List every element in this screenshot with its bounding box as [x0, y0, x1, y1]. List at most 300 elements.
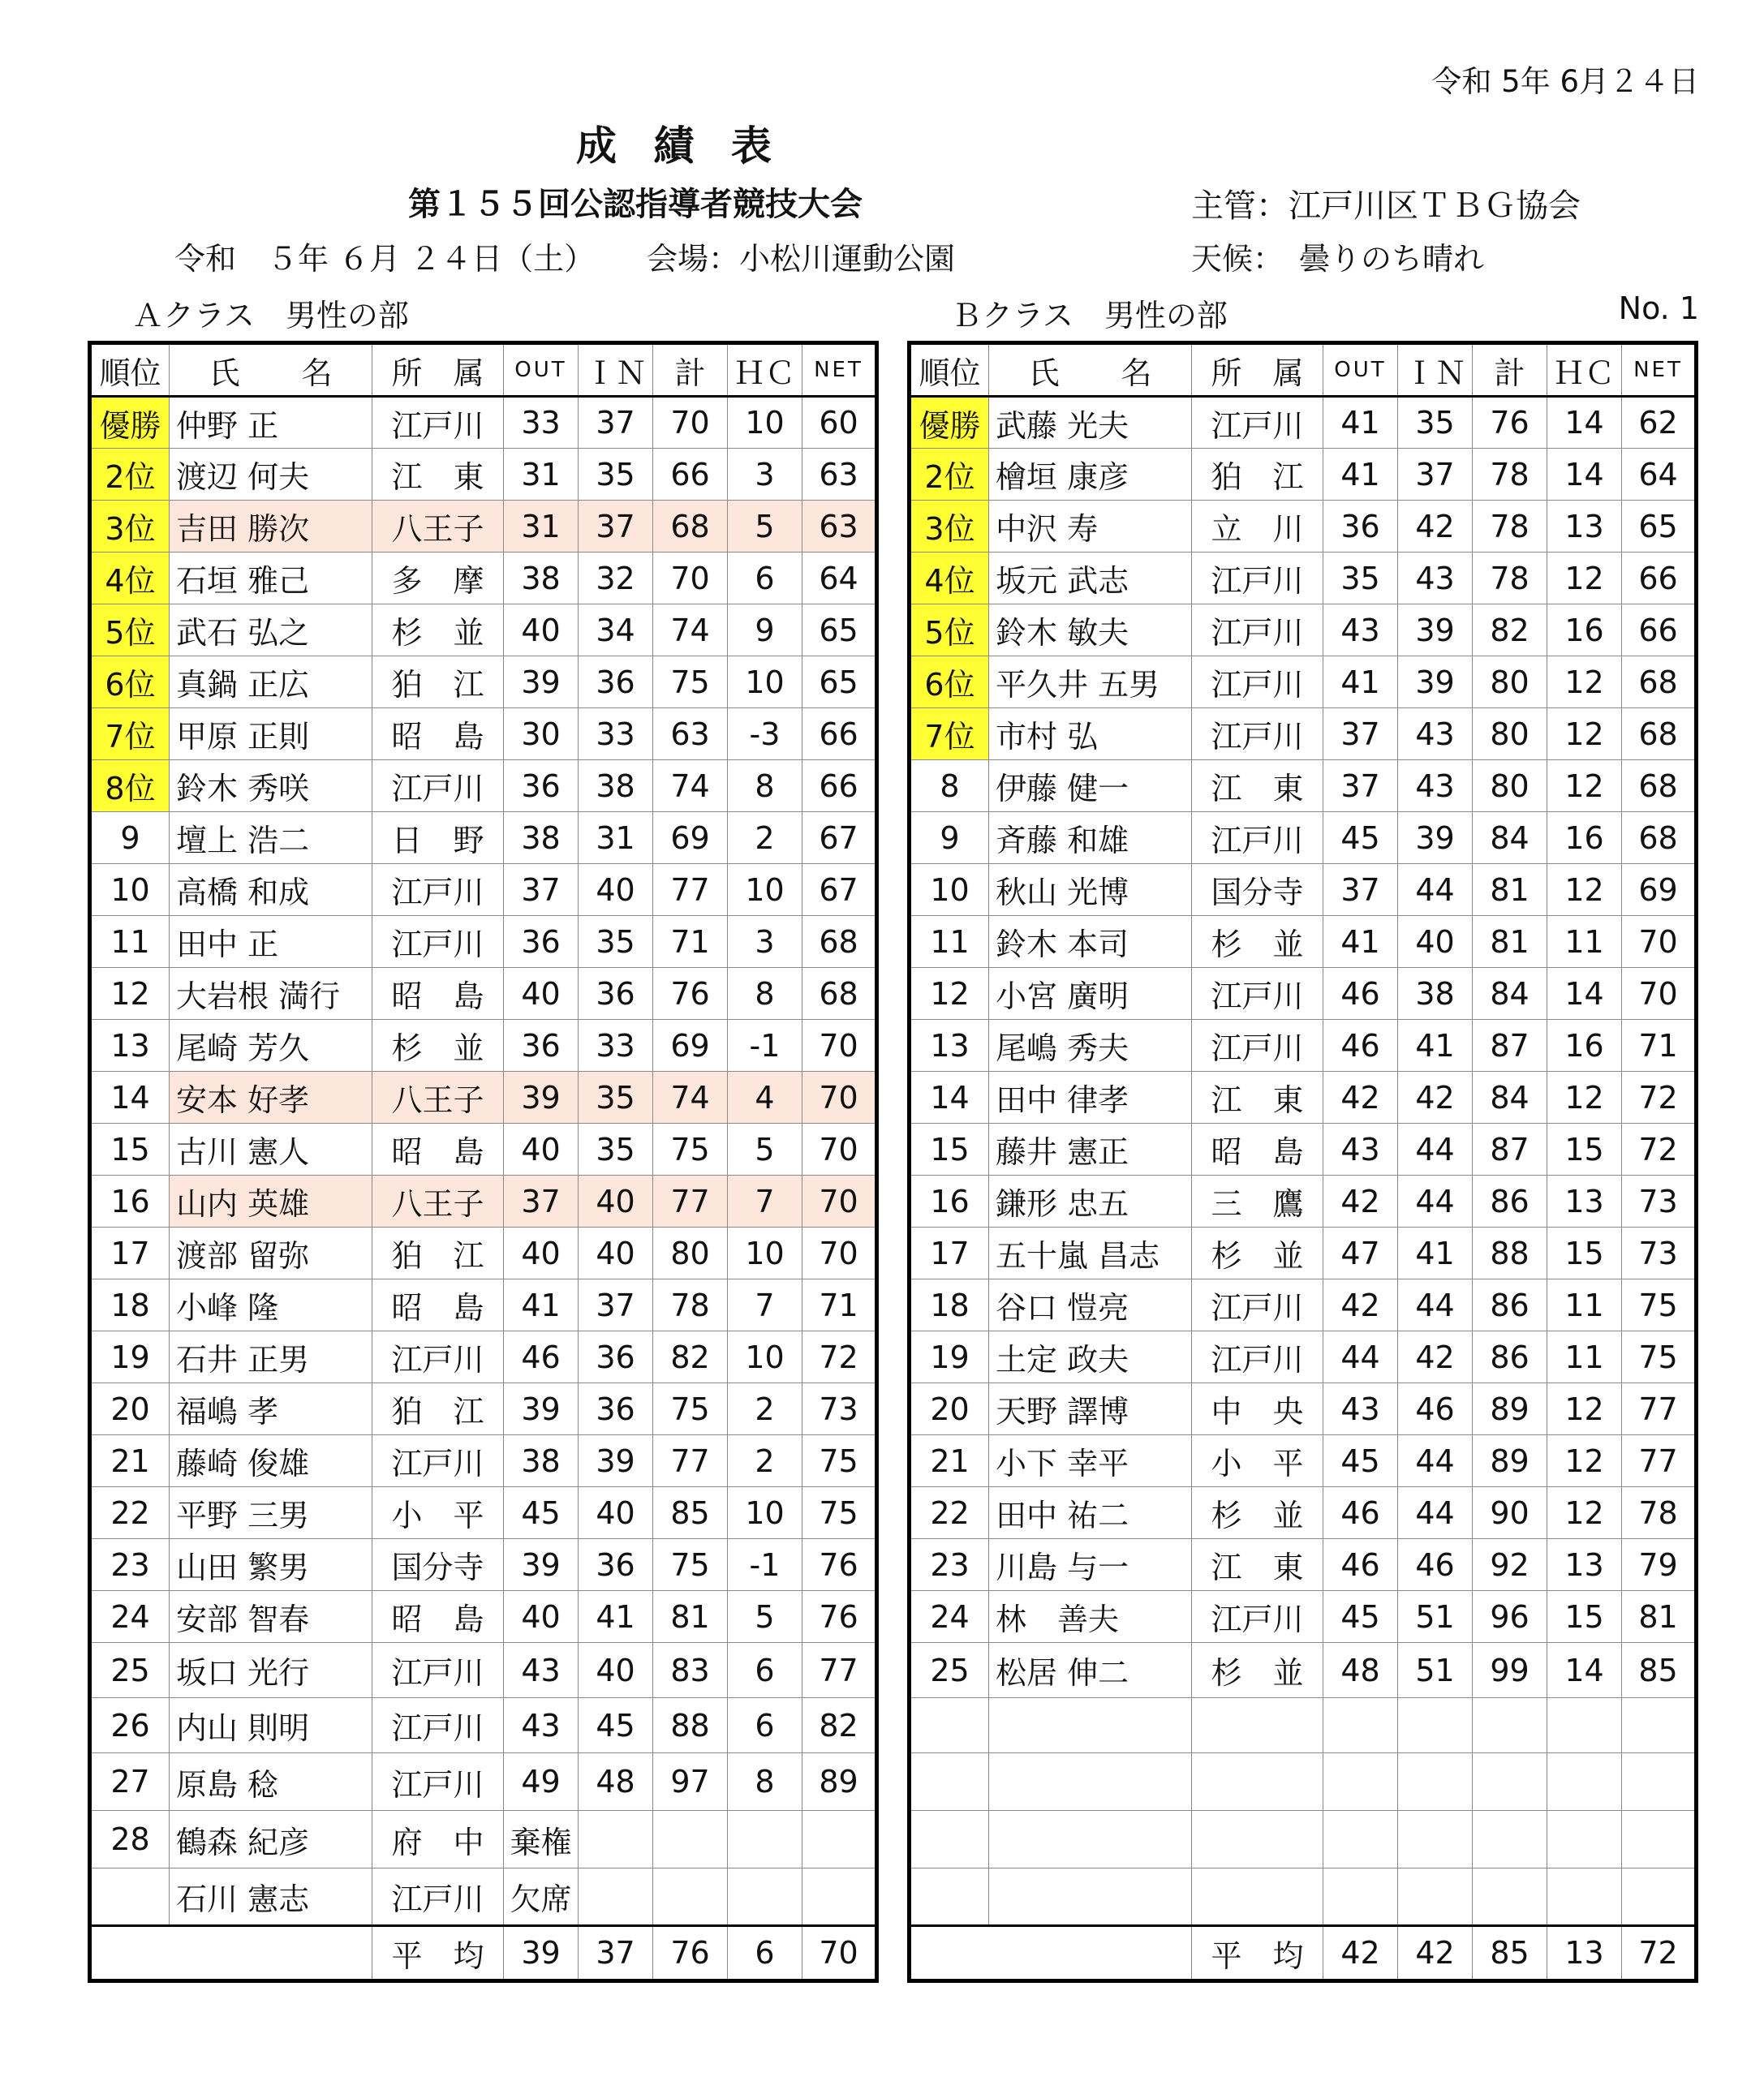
cell-out: 欠席	[504, 1868, 579, 1926]
cell-total	[1473, 1753, 1547, 1811]
cell-club: 多 摩	[372, 553, 504, 604]
cell-club: 日 野	[372, 812, 504, 864]
cell-hc: 14	[1547, 1643, 1622, 1698]
cell-in: 37	[579, 501, 653, 553]
table-row	[910, 501, 1697, 553]
cell-name: 山田 繁男	[170, 1539, 372, 1591]
table-row	[90, 1643, 877, 1698]
cell-name: 真鍋 正広	[170, 656, 372, 708]
cell-out: 41	[1323, 397, 1398, 449]
cell-total	[1473, 1698, 1547, 1753]
table-row	[90, 1435, 877, 1487]
cell-total: 86	[1473, 1279, 1547, 1331]
cell-hc: 15	[1547, 1591, 1622, 1643]
cell-name: 小峰 隆	[170, 1279, 372, 1331]
cell-club: 狛 江	[372, 656, 504, 708]
cell-out: 37	[1323, 864, 1398, 916]
cell-hc: 4	[728, 1072, 802, 1124]
cell-club: 八王子	[372, 1072, 504, 1124]
cell-hc: 3	[728, 916, 802, 968]
table-row	[910, 916, 1697, 968]
cell-rank: 8位	[90, 760, 170, 812]
cell-out: 33	[504, 397, 579, 449]
cell-net: 67	[802, 812, 877, 864]
table-row	[90, 968, 877, 1020]
cell-name	[989, 1753, 1192, 1811]
cell-club: 江 東	[1192, 760, 1323, 812]
cell-rank: 19	[910, 1331, 989, 1383]
cell-hc: 14	[1547, 449, 1622, 501]
table-header-row	[90, 343, 877, 397]
cell-total: 78	[1473, 501, 1547, 553]
cell-name: 石井 正男	[170, 1331, 372, 1383]
table-row	[90, 812, 877, 864]
cell-total: 70	[653, 553, 728, 604]
cell-in: 36	[579, 1539, 653, 1591]
cell-name: 福嶋 孝	[170, 1383, 372, 1435]
cell-rank: 5位	[90, 604, 170, 656]
cell-rank: 13	[910, 1020, 989, 1072]
cell-rank	[90, 1868, 170, 1926]
table-row	[90, 1811, 877, 1868]
table-row	[910, 553, 1697, 604]
cell-name: 林 善夫	[989, 1591, 1192, 1643]
cell-rank: 15	[90, 1124, 170, 1176]
cell-club: 江戸川	[1192, 812, 1323, 864]
cell-rank	[910, 1698, 989, 1753]
cell-out: 39	[504, 656, 579, 708]
cell-out: 47	[1323, 1228, 1398, 1279]
cell-hc	[1547, 1753, 1622, 1811]
cell-rank: 25	[910, 1643, 989, 1698]
cell-in: 39	[579, 1435, 653, 1487]
cell-net: 81	[1622, 1591, 1697, 1643]
cell-in: 40	[1398, 916, 1473, 968]
cell-out: 43	[1323, 1383, 1398, 1435]
cell-rank: 9	[90, 812, 170, 864]
cell-name: 田中 正	[170, 916, 372, 968]
cell-in: 44	[1398, 1124, 1473, 1176]
cell-in: 43	[1398, 708, 1473, 760]
cell-total: 87	[1473, 1124, 1547, 1176]
cell-name: 山内 英雄	[170, 1176, 372, 1228]
cell-hc: 15	[1547, 1124, 1622, 1176]
cell-rank: 優勝	[910, 397, 989, 449]
cell-in: 40	[579, 1487, 653, 1539]
table-row	[910, 1020, 1697, 1072]
cell-rank: 2位	[910, 449, 989, 501]
cell-name	[989, 1868, 1192, 1926]
cell-total: 84	[1473, 1072, 1547, 1124]
cell-net: 77	[1622, 1435, 1697, 1487]
cell-total: 89	[1473, 1435, 1547, 1487]
cell-club: 八王子	[372, 1176, 504, 1228]
cell-hc: 7	[728, 1176, 802, 1228]
cell-in: 37	[579, 1279, 653, 1331]
cell-hc: 10	[728, 1331, 802, 1383]
table-row	[90, 916, 877, 968]
cell-total: 82	[1473, 604, 1547, 656]
cell-in: 42	[1398, 1331, 1473, 1383]
cell-hc: 12	[1547, 864, 1622, 916]
col-name: 氏 名	[989, 343, 1192, 397]
table-row	[910, 1279, 1697, 1331]
cell-rank: 7位	[910, 708, 989, 760]
cell-in: 41	[1398, 1228, 1473, 1279]
cell-name: 吉田 勝次	[170, 501, 372, 553]
cell-total: 77	[653, 864, 728, 916]
cell-club: 杉 並	[372, 604, 504, 656]
cell-total: 74	[653, 604, 728, 656]
cell-in: 44	[1398, 864, 1473, 916]
cell-hc: 8	[728, 1753, 802, 1811]
cell-name: 小下 幸平	[989, 1435, 1192, 1487]
table-row	[90, 1591, 877, 1643]
event-name: 第１５５回公認指導者競技大会	[408, 186, 863, 223]
cell-net	[802, 1811, 877, 1868]
table-row	[910, 1539, 1697, 1591]
cell-rank: 15	[910, 1124, 989, 1176]
cell-name: 坂口 光行	[170, 1643, 372, 1698]
cell-hc: 11	[1547, 1279, 1622, 1331]
cell-net: 63	[802, 501, 877, 553]
cell-in: 33	[579, 1020, 653, 1072]
cell-hc	[1547, 1811, 1622, 1868]
cell-in: 39	[1398, 656, 1473, 708]
cell-out: 48	[1323, 1643, 1398, 1698]
cell-in: 41	[579, 1591, 653, 1643]
table-row	[90, 604, 877, 656]
organizer: 主管：江戸川区ＴＢＧ協会	[1191, 187, 1581, 225]
cell-rank: 13	[90, 1020, 170, 1072]
cell-name: 安部 智春	[170, 1591, 372, 1643]
cell-total: 88	[1473, 1228, 1547, 1279]
cell-club: 江戸川	[1192, 553, 1323, 604]
table-header-row	[910, 343, 1697, 397]
cell-hc: -1	[728, 1020, 802, 1072]
cell-out: 36	[504, 760, 579, 812]
cell-net: 89	[802, 1753, 877, 1811]
cell-in: 36	[579, 656, 653, 708]
cell-in	[579, 1811, 653, 1868]
cell-hc: 16	[1547, 604, 1622, 656]
cell-in: 44	[1398, 1487, 1473, 1539]
cell-total: 81	[653, 1591, 728, 1643]
cell-name: 原島 稔	[170, 1753, 372, 1811]
cell-in: 36	[579, 1331, 653, 1383]
cell-in: 46	[1398, 1539, 1473, 1591]
cell-rank: 12	[910, 968, 989, 1020]
cell-in: 37	[579, 397, 653, 449]
class-b-score-table	[907, 341, 1698, 1983]
cell-net: 65	[802, 604, 877, 656]
cell-rank: 27	[90, 1753, 170, 1811]
cell-hc: 12	[1547, 1383, 1622, 1435]
table-row	[90, 1383, 877, 1435]
cell-net: 72	[1622, 1072, 1697, 1124]
cell-blank	[170, 1926, 372, 1981]
cell-name: 鈴木 秀咲	[170, 760, 372, 812]
cell-club: 中 央	[1192, 1383, 1323, 1435]
cell-total: 92	[1473, 1539, 1547, 1591]
col-net: NET	[1622, 343, 1697, 397]
cell-out: 39	[504, 1072, 579, 1124]
cell-club: 江戸川	[372, 1868, 504, 1926]
cell-in: 38	[1398, 968, 1473, 1020]
cell-in: 36	[579, 968, 653, 1020]
cell-total: 80	[1473, 760, 1547, 812]
cell-club: 杉 並	[1192, 1487, 1323, 1539]
cell-hc: 11	[1547, 1331, 1622, 1383]
cell-hc: -3	[728, 708, 802, 760]
cell-hc: 13	[1547, 501, 1622, 553]
cell-out: 36	[504, 1020, 579, 1072]
table-row	[910, 656, 1697, 708]
cell-total: 75	[653, 1124, 728, 1176]
cell-name: 斉藤 和雄	[989, 812, 1192, 864]
cell-name: 武石 弘之	[170, 604, 372, 656]
cell-rank: 14	[910, 1072, 989, 1124]
cell-club: 三 鷹	[1192, 1176, 1323, 1228]
average-label: 平 均	[1192, 1926, 1323, 1981]
cell-net: 77	[1622, 1383, 1697, 1435]
cell-rank: 4位	[910, 553, 989, 604]
cell-club: 江戸川	[372, 1331, 504, 1383]
cell-rank	[910, 1868, 989, 1926]
table-row	[90, 1228, 877, 1279]
cell-club: 杉 並	[1192, 1643, 1323, 1698]
cell-club: 狛 江	[372, 1228, 504, 1279]
cell-club: 国分寺	[1192, 864, 1323, 916]
table-row	[910, 1591, 1697, 1643]
cell-net: 66	[802, 760, 877, 812]
cell-hc	[728, 1868, 802, 1926]
cell-net: 71	[802, 1279, 877, 1331]
cell-in: 51	[1398, 1643, 1473, 1698]
cell-net: 68	[1622, 812, 1697, 864]
cell-rank: 6位	[910, 656, 989, 708]
average-total: 85	[1473, 1926, 1547, 1981]
cell-out: 46	[504, 1331, 579, 1383]
cell-in: 40	[579, 1228, 653, 1279]
average-out: 39	[504, 1926, 579, 1981]
cell-out: 45	[1323, 1591, 1398, 1643]
cell-out: 31	[504, 449, 579, 501]
cell-rank: 23	[910, 1539, 989, 1591]
cell-rank: 18	[910, 1279, 989, 1331]
table-row	[910, 708, 1697, 760]
cell-rank: 優勝	[90, 397, 170, 449]
table-row	[90, 501, 877, 553]
cell-total: 75	[653, 1539, 728, 1591]
cell-club: 昭 島	[372, 968, 504, 1020]
cell-rank: 23	[90, 1539, 170, 1591]
table-row	[910, 604, 1697, 656]
cell-name: 鎌形 忠五	[989, 1176, 1192, 1228]
cell-net: 68	[1622, 656, 1697, 708]
cell-out: 39	[504, 1539, 579, 1591]
cell-out: 43	[504, 1643, 579, 1698]
cell-rank: 7位	[90, 708, 170, 760]
cell-total: 80	[1473, 708, 1547, 760]
table-row	[90, 656, 877, 708]
cell-in: 45	[579, 1698, 653, 1753]
average-hc: 6	[728, 1926, 802, 1981]
cell-name: 高橋 和成	[170, 864, 372, 916]
table-row	[910, 1868, 1697, 1926]
cell-in: 35	[579, 1124, 653, 1176]
cell-club: 江戸川	[1192, 1279, 1323, 1331]
cell-rank	[910, 1811, 989, 1868]
cell-in: 42	[1398, 1072, 1473, 1124]
cell-hc: 15	[1547, 1228, 1622, 1279]
cell-name: 秋山 光博	[989, 864, 1192, 916]
cell-hc: 10	[728, 656, 802, 708]
cell-hc: 5	[728, 501, 802, 553]
cell-total: 78	[1473, 553, 1547, 604]
table-row	[910, 1435, 1697, 1487]
cell-rank: 8	[910, 760, 989, 812]
table-row	[910, 864, 1697, 916]
cell-rank: 18	[90, 1279, 170, 1331]
table-row	[90, 1279, 877, 1331]
cell-net: 66	[1622, 553, 1697, 604]
class-a-score-table	[88, 341, 879, 1983]
cell-rank: 16	[910, 1176, 989, 1228]
cell-hc: 9	[728, 604, 802, 656]
cell-hc: -1	[728, 1539, 802, 1591]
cell-hc: 10	[728, 1487, 802, 1539]
cell-in: 40	[579, 1176, 653, 1228]
table-row	[910, 1811, 1697, 1868]
col-in: ＩＮ	[1398, 343, 1473, 397]
cell-total: 81	[1473, 916, 1547, 968]
cell-hc: 6	[728, 1698, 802, 1753]
cell-out: 46	[1323, 968, 1398, 1020]
cell-hc: 5	[728, 1591, 802, 1643]
cell-net: 77	[802, 1643, 877, 1698]
cell-net: 70	[802, 1072, 877, 1124]
cell-out: 41	[1323, 916, 1398, 968]
cell-in: 48	[579, 1753, 653, 1811]
cell-net: 68	[1622, 708, 1697, 760]
cell-total: 63	[653, 708, 728, 760]
cell-total: 83	[653, 1643, 728, 1698]
cell-club: 江戸川	[1192, 604, 1323, 656]
cell-rank: 14	[90, 1072, 170, 1124]
cell-club: 江 東	[372, 449, 504, 501]
document-title: 成 績 表	[576, 123, 783, 170]
cell-total: 77	[653, 1176, 728, 1228]
table-row	[910, 1698, 1697, 1753]
cell-out: 40	[504, 968, 579, 1020]
table-row	[910, 1228, 1697, 1279]
cell-out	[1323, 1868, 1398, 1926]
cell-in: 39	[1398, 812, 1473, 864]
table-row	[90, 553, 877, 604]
cell-net: 75	[802, 1487, 877, 1539]
cell-total: 69	[653, 812, 728, 864]
cell-net: 73	[802, 1383, 877, 1435]
cell-net: 72	[1622, 1124, 1697, 1176]
cell-hc: 2	[728, 1435, 802, 1487]
cell-in: 35	[579, 916, 653, 968]
table-row	[910, 449, 1697, 501]
cell-rank: 5位	[910, 604, 989, 656]
cell-in: 40	[579, 1643, 653, 1698]
cell-net: 69	[1622, 864, 1697, 916]
cell-club: 立 川	[1192, 501, 1323, 553]
cell-blank	[910, 1926, 989, 1981]
col-out: OUT	[1323, 343, 1398, 397]
cell-total: 74	[653, 1072, 728, 1124]
average-net: 72	[1622, 1926, 1697, 1981]
cell-name: 安本 好孝	[170, 1072, 372, 1124]
cell-hc: 14	[1547, 397, 1622, 449]
cell-club	[1192, 1868, 1323, 1926]
cell-club: 昭 島	[372, 1124, 504, 1176]
cell-out: 36	[1323, 501, 1398, 553]
cell-club: 狛 江	[1192, 449, 1323, 501]
cell-net: 66	[802, 708, 877, 760]
cell-total: 84	[1473, 812, 1547, 864]
cell-out: 37	[1323, 708, 1398, 760]
table-row	[90, 1020, 877, 1072]
table-row	[90, 760, 877, 812]
cell-net	[1622, 1868, 1697, 1926]
cell-net: 60	[802, 397, 877, 449]
cell-rank: 24	[910, 1591, 989, 1643]
cell-net: 72	[802, 1331, 877, 1383]
cell-net: 76	[802, 1539, 877, 1591]
cell-rank: 17	[90, 1228, 170, 1279]
cell-rank: 6位	[90, 656, 170, 708]
cell-name: 藤井 憲正	[989, 1124, 1192, 1176]
cell-total: 80	[1473, 656, 1547, 708]
cell-net: 75	[1622, 1279, 1697, 1331]
col-club: 所 属	[1192, 343, 1323, 397]
cell-club: 江戸川	[372, 1698, 504, 1753]
cell-club: 江戸川	[1192, 1331, 1323, 1383]
cell-club: 八王子	[372, 501, 504, 553]
table-row	[90, 1753, 877, 1811]
table-row	[910, 1124, 1697, 1176]
cell-net: 70	[802, 1176, 877, 1228]
cell-rank: 2位	[90, 449, 170, 501]
cell-club: 昭 島	[372, 1279, 504, 1331]
average-label: 平 均	[372, 1926, 504, 1981]
cell-name: 内山 則明	[170, 1698, 372, 1753]
cell-out: 35	[1323, 553, 1398, 604]
event-date: 令和 ５年 ６月 ２４日（土）	[174, 241, 596, 277]
cell-name: 中沢 寿	[989, 501, 1192, 553]
cell-net: 82	[802, 1698, 877, 1753]
col-rank: 順位	[910, 343, 989, 397]
cell-total: 97	[653, 1753, 728, 1811]
cell-hc: 12	[1547, 1072, 1622, 1124]
cell-club: 小 平	[372, 1487, 504, 1539]
venue: 会場：小松川運動公園	[647, 241, 956, 277]
cell-out: 46	[1323, 1487, 1398, 1539]
table-row	[90, 708, 877, 760]
cell-name: 古川 憲人	[170, 1124, 372, 1176]
cell-in: 32	[579, 553, 653, 604]
cell-out	[1323, 1753, 1398, 1811]
cell-out: 30	[504, 708, 579, 760]
cell-rank: 20	[910, 1383, 989, 1435]
cell-name	[989, 1698, 1192, 1753]
cell-total	[653, 1868, 728, 1926]
